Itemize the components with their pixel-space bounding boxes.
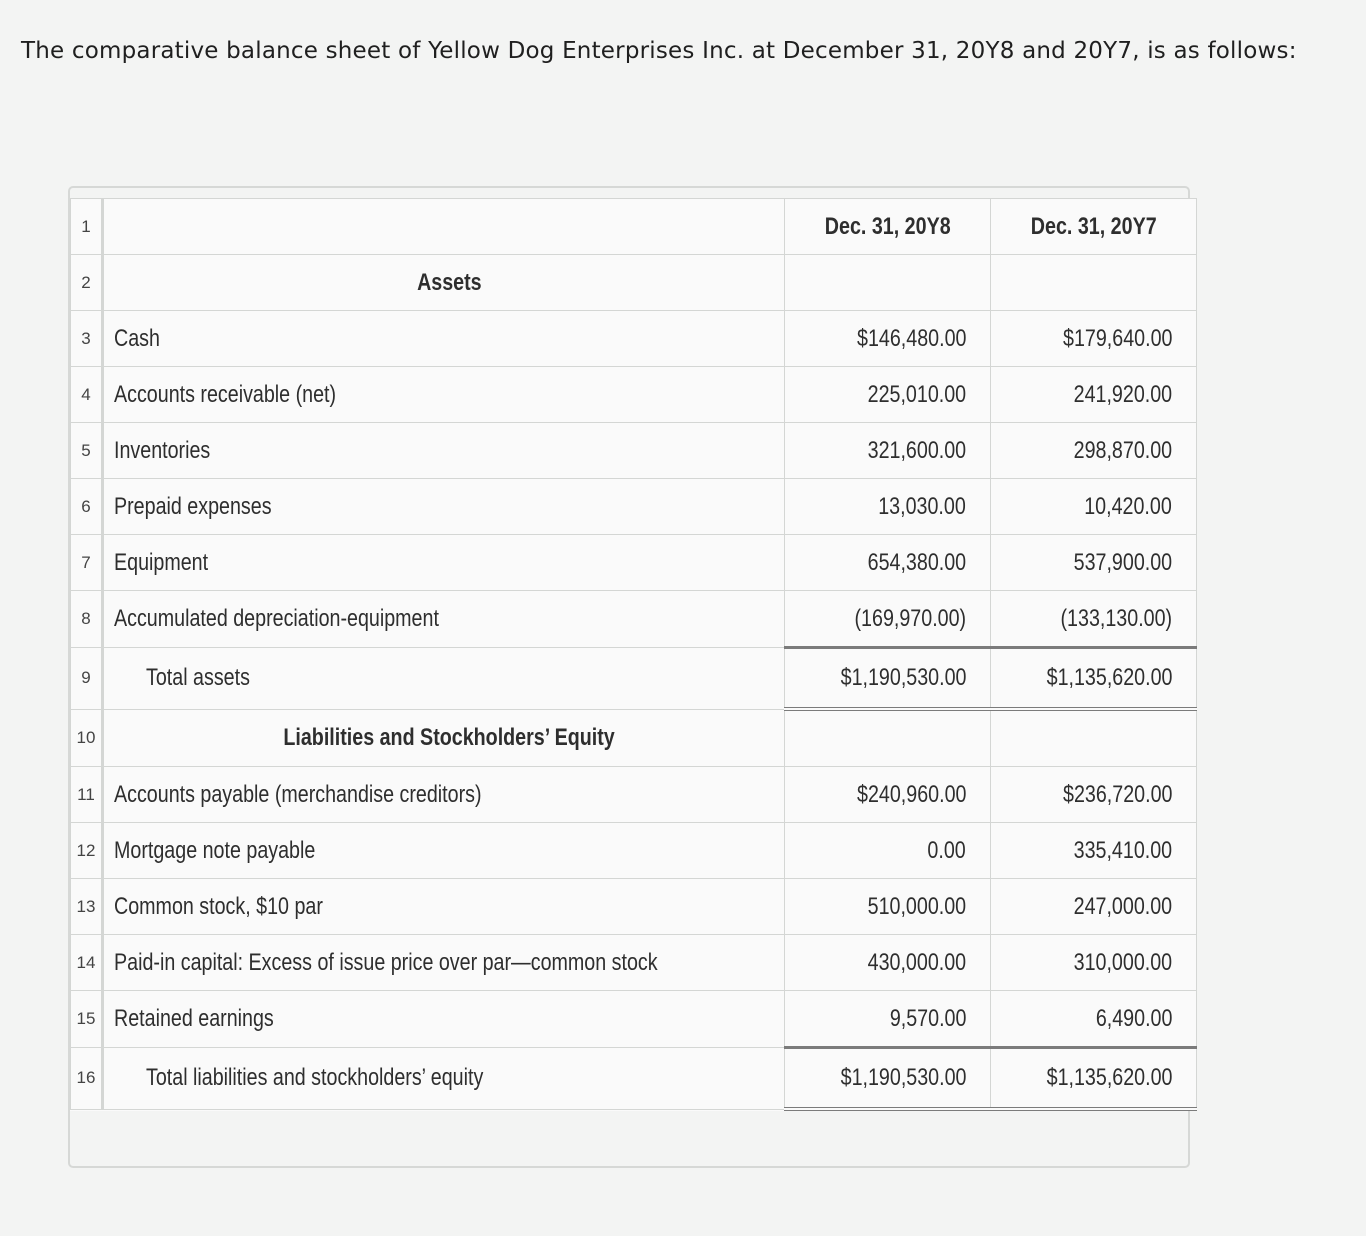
- value-y7: 6,490.00: [991, 991, 1197, 1048]
- table-row: [71, 367, 1197, 423]
- value-y8: $146,480.00: [785, 311, 991, 367]
- total-value-y7: $1,135,620.00: [991, 648, 1197, 710]
- value-y7: [991, 255, 1197, 311]
- row-number: 16: [71, 1048, 103, 1110]
- section-heading-liabilities: Liabilities and Stockholders’ Equity: [103, 709, 785, 767]
- value-y7: $179,640.00: [991, 311, 1197, 367]
- value-y8: $240,960.00: [785, 767, 991, 823]
- row-label: Prepaid expenses: [103, 479, 785, 535]
- table-row-total-assets: [71, 648, 1197, 710]
- table-row: [71, 591, 1197, 648]
- row-label: Inventories: [103, 423, 785, 479]
- table-row-total-liabilities: [71, 1048, 1197, 1110]
- column-header-y7: Dec. 31, 20Y7: [991, 199, 1197, 255]
- row-number: 3: [71, 311, 103, 367]
- value-y8: 9,570.00: [785, 991, 991, 1048]
- value-y8: 13,030.00: [785, 479, 991, 535]
- row-label: Common stock, $10 par: [103, 879, 785, 935]
- total-value-y8: $1,190,530.00: [785, 648, 991, 710]
- balance-sheet-table: [70, 198, 1197, 1111]
- row-label: Paid-in capital: Excess of issue price over par—common stock: [103, 935, 785, 991]
- table-row: [71, 879, 1197, 935]
- row-number: 6: [71, 479, 103, 535]
- row-label: Retained earnings: [103, 991, 785, 1048]
- balance-sheet-frame: [68, 186, 1190, 1168]
- value-y8: 225,010.00: [785, 367, 991, 423]
- value-y7: 241,920.00: [991, 367, 1197, 423]
- table-row: [71, 823, 1197, 879]
- value-y8: 654,380.00: [785, 535, 991, 591]
- table-row: [71, 423, 1197, 479]
- value-y7: 335,410.00: [991, 823, 1197, 879]
- value-y7: 537,900.00: [991, 535, 1197, 591]
- row-number: 5: [71, 423, 103, 479]
- row-label: Accumulated depreciation-equipment: [103, 591, 785, 648]
- value-y7: 310,000.00: [991, 935, 1197, 991]
- row-label: Accounts receivable (net): [103, 367, 785, 423]
- row-label: Total assets: [103, 648, 785, 710]
- row-label: [103, 199, 785, 255]
- row-label: Equipment: [103, 535, 785, 591]
- value-y8: (169,970.00): [785, 591, 991, 648]
- table-row: [71, 935, 1197, 991]
- value-y7: 247,000.00: [991, 879, 1197, 935]
- table-row: [71, 199, 1197, 255]
- row-number: 1: [71, 199, 103, 255]
- row-number: 8: [71, 591, 103, 648]
- row-label: Cash: [103, 311, 785, 367]
- value-y8: 0.00: [785, 823, 991, 879]
- row-number: 15: [71, 991, 103, 1048]
- value-y7: 10,420.00: [991, 479, 1197, 535]
- row-number: 10: [71, 709, 103, 767]
- total-value-y7: $1,135,620.00: [991, 1048, 1197, 1110]
- row-number: 11: [71, 767, 103, 823]
- value-y7: 298,870.00: [991, 423, 1197, 479]
- row-label: Total liabilities and stockholders’ equity: [103, 1048, 785, 1110]
- value-y7: (133,130.00): [991, 591, 1197, 648]
- row-number: 2: [71, 255, 103, 311]
- table-row: [71, 255, 1197, 311]
- value-y8: 321,600.00: [785, 423, 991, 479]
- table-row: [71, 709, 1197, 767]
- table-row: [71, 311, 1197, 367]
- row-number: 13: [71, 879, 103, 935]
- value-y8: 510,000.00: [785, 879, 991, 935]
- value-y7: $236,720.00: [991, 767, 1197, 823]
- table-row: [71, 479, 1197, 535]
- value-y8: 430,000.00: [785, 935, 991, 991]
- value-y7: [991, 709, 1197, 767]
- table-row: [71, 767, 1197, 823]
- total-value-y8: $1,190,530.00: [785, 1048, 991, 1110]
- section-heading-assets: Assets: [103, 255, 785, 311]
- table-row: [71, 535, 1197, 591]
- row-label: Accounts payable (merchandise creditors): [103, 767, 785, 823]
- row-label: Mortgage note payable: [103, 823, 785, 879]
- row-number: 9: [71, 648, 103, 710]
- row-number: 4: [71, 367, 103, 423]
- row-number: 14: [71, 935, 103, 991]
- value-y8: [785, 709, 991, 767]
- table-row: [71, 991, 1197, 1048]
- value-y8: [785, 255, 991, 311]
- row-number: 12: [71, 823, 103, 879]
- intro-text: The comparative balance sheet of Yellow Dog Enterprises Inc. at December 31, 20Y8 and 20Y7, is as follows:: [21, 38, 1297, 64]
- column-header-y8: Dec. 31, 20Y8: [785, 199, 991, 255]
- row-number: 7: [71, 535, 103, 591]
